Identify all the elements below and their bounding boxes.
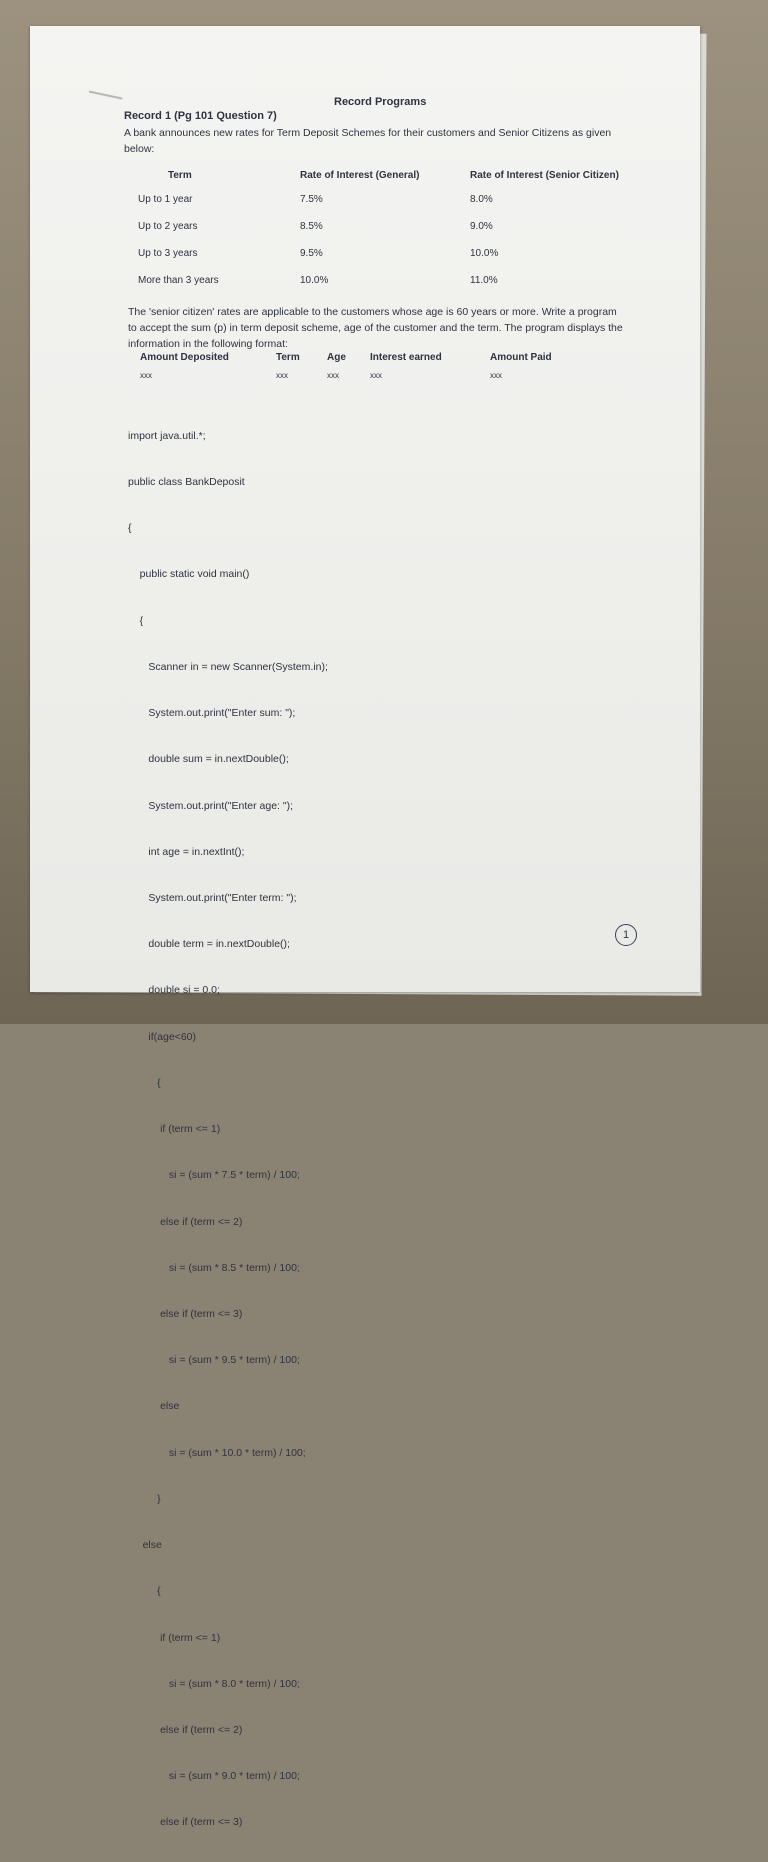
intro-paragraph: A bank announces new rates for Term Deposit Schemes for their customers and Senior Citizens as given below: bbox=[124, 127, 612, 155]
staple-mark bbox=[88, 91, 123, 106]
format-header-amount-paid: Amount Paid bbox=[490, 352, 552, 363]
format-value: xxx bbox=[490, 371, 502, 380]
code-line: else if (term <= 2) bbox=[128, 1723, 243, 1736]
table-cell: Up to 1 year bbox=[138, 194, 193, 205]
table-row bbox=[128, 267, 660, 294]
code-line: } bbox=[128, 1492, 161, 1505]
document-title: Record Programs bbox=[334, 96, 427, 108]
format-value: xxx bbox=[276, 371, 288, 380]
table-cell: 8.5% bbox=[300, 221, 323, 232]
code-line: int age = in.nextInt(); bbox=[128, 845, 245, 858]
table-row bbox=[128, 240, 660, 267]
column-header-general: Rate of Interest (General) bbox=[300, 169, 420, 181]
code-line: if(age<60) bbox=[128, 1030, 196, 1043]
column-header-term: Term bbox=[168, 169, 192, 181]
code-line: else if (term <= 2) bbox=[128, 1215, 243, 1228]
table-cell: 9.5% bbox=[300, 248, 323, 259]
format-value: xxx bbox=[370, 371, 382, 380]
code-line: si = (sum * 8.5 * term) / 100; bbox=[128, 1261, 300, 1274]
format-header-interest: Interest earned bbox=[370, 352, 442, 363]
table-cell: Up to 2 years bbox=[138, 221, 198, 232]
code-line: { bbox=[128, 614, 144, 627]
code-line: si = (sum * 10.0 * term) / 100; bbox=[128, 1446, 306, 1459]
table-cell: More than 3 years bbox=[138, 275, 219, 286]
table-cell: 10.0% bbox=[300, 275, 329, 286]
code-line: si = (sum * 9.0 * term) / 100; bbox=[128, 1770, 300, 1783]
column-header-senior: Rate of Interest (Senior Citizen) bbox=[470, 169, 619, 181]
code-line: import java.util.*; bbox=[128, 429, 206, 442]
code-listing bbox=[128, 398, 328, 1862]
code-line: else bbox=[128, 1400, 180, 1413]
code-line: si = (sum * 8.0 * term) / 100; bbox=[128, 1677, 300, 1690]
record-title: Record 1 (Pg 101 Question 7) bbox=[124, 110, 277, 122]
page-number: 1 bbox=[615, 924, 637, 946]
table-cell: 8.0% bbox=[470, 194, 493, 205]
table-cell: 10.0% bbox=[470, 248, 499, 259]
code-line: public class BankDeposit bbox=[128, 476, 245, 489]
code-line: else if (term <= 3) bbox=[128, 1816, 243, 1829]
code-line: { bbox=[128, 522, 132, 535]
interest-rate-table bbox=[128, 164, 660, 294]
table-cell: 7.5% bbox=[300, 194, 323, 205]
table-row bbox=[128, 186, 660, 213]
table-cell: 9.0% bbox=[470, 221, 493, 232]
code-line: System.out.print("Enter sum: "); bbox=[128, 707, 296, 720]
code-line: if (term <= 1) bbox=[128, 1631, 221, 1644]
format-value: xxx bbox=[140, 371, 152, 380]
code-line: si = (sum * 9.5 * term) / 100; bbox=[128, 1354, 300, 1367]
code-line: double si = 0.0; bbox=[128, 984, 220, 997]
problem-description: The 'senior citizen' rates are applicable to the customers whose age is 60 years or more. Write a program to accept the sum (p) in term deposit scheme, age of the customer and the term. The program displays the information in the following format: bbox=[128, 306, 623, 350]
format-value: xxx bbox=[327, 371, 339, 380]
format-header-amount-deposited: Amount Deposited bbox=[140, 352, 229, 363]
table-cell: Up to 3 years bbox=[138, 248, 198, 259]
code-line: { bbox=[128, 1076, 161, 1089]
table-cell: 11.0% bbox=[470, 275, 498, 286]
code-line: double sum = in.nextDouble(); bbox=[128, 753, 289, 766]
code-line: if (term <= 1) bbox=[128, 1123, 221, 1136]
format-header-age: Age bbox=[327, 352, 346, 363]
table-header-row bbox=[128, 164, 660, 186]
document-page bbox=[30, 26, 700, 1829]
code-line: si = (sum * 7.5 * term) / 100; bbox=[128, 1169, 300, 1182]
code-line: System.out.print("Enter age: "); bbox=[128, 799, 294, 812]
table-row bbox=[128, 213, 660, 240]
code-line: Scanner in = new Scanner(System.in); bbox=[128, 660, 328, 673]
code-line: { bbox=[128, 1585, 161, 1598]
code-line: public static void main() bbox=[128, 568, 250, 581]
code-line: double term = in.nextDouble(); bbox=[128, 938, 290, 951]
code-line: System.out.print("Enter term: "); bbox=[128, 892, 297, 904]
code-line: else bbox=[128, 1539, 162, 1552]
format-header-term: Term bbox=[276, 352, 300, 363]
code-line: else if (term <= 3) bbox=[128, 1307, 243, 1320]
